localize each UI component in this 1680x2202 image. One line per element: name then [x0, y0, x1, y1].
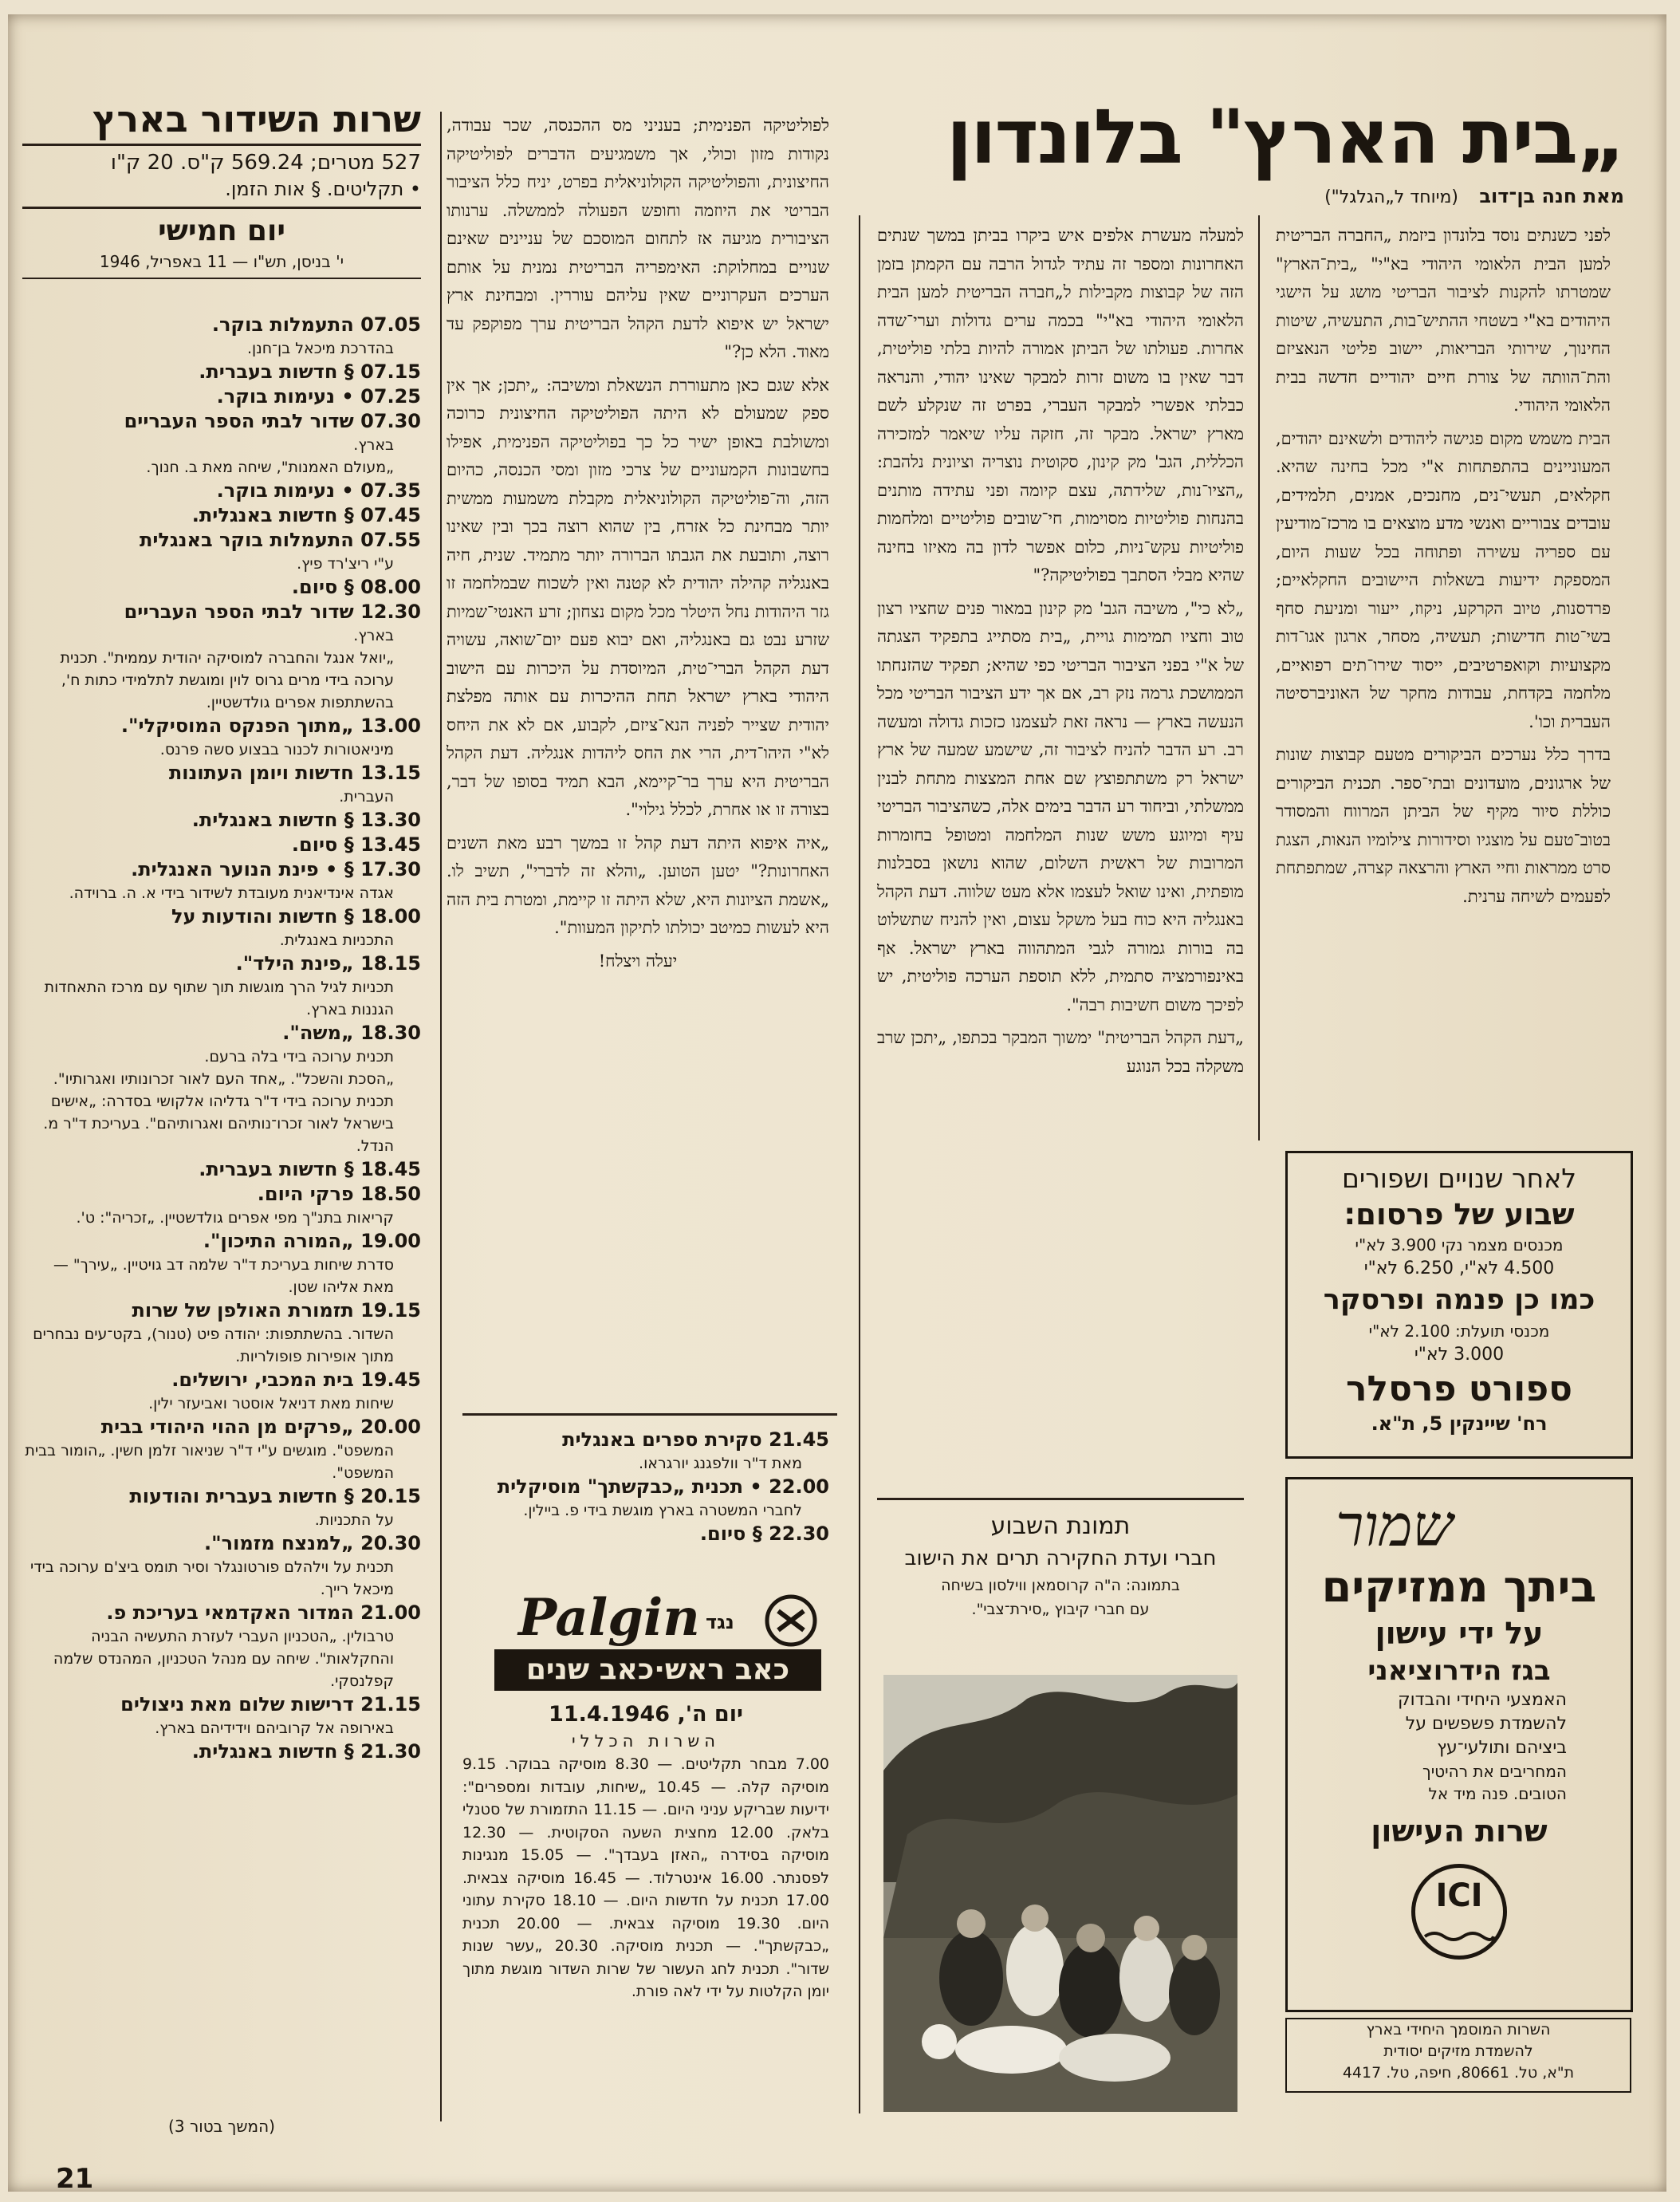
- ad-pest-control-footer: [1285, 2018, 1631, 2093]
- article-paragraph: „דעת הקהל הבריטית" ימשוך המבקר בכתפו, „יתכן שרב משקלה בכל הנוגע: [877, 1028, 1244, 1076]
- column-rule: [1258, 215, 1260, 1140]
- schedule-item: [22, 808, 421, 833]
- schedule-description: שיחות מאת דניאל אוסטר ואביעזר ילין.: [148, 1395, 394, 1412]
- schedule-item: [22, 1229, 421, 1298]
- schedule-item: [22, 1415, 421, 1484]
- ad-logo: שמור: [1336, 1492, 1454, 1559]
- page-number: 21: [56, 2163, 94, 2195]
- ad-headline: בגז הידרוציאני: [1367, 1655, 1551, 1687]
- schedule-time-title: 19.45 בית המכבי, ירושלים.: [171, 1369, 421, 1391]
- schedule-time-title: 19.00 „המורה התיכון".: [203, 1230, 421, 1252]
- schedule-description: טרבולין. „הטכניון העברי לעזרת התעשיה הבניה והחקלאות". שיחה עם מנהל הטכניון, המהנדס שלמה קפלנסקי.: [53, 1628, 394, 1690]
- schedule-description: על התכניות.: [314, 1511, 394, 1529]
- ici-mark: ICI: [1435, 1877, 1483, 1914]
- schedule-time-title: 18.50 פרקי היום.: [257, 1183, 421, 1205]
- radio-title: שרות השידור בארץ: [92, 97, 421, 140]
- schedule-item: [22, 1601, 421, 1692]
- schedule-item: [22, 1692, 421, 1739]
- group-photo: [883, 1675, 1237, 2112]
- ad-text: להשמדת פשפשים על: [1405, 1714, 1567, 1734]
- radio-frequency: 527 מטרים; 569.24 ק"ס. 20 ק"ו: [110, 151, 421, 175]
- schedule-item: [22, 833, 421, 857]
- schedule-description: תכנית על וילהלם פורטונגלר וסיר תומס ביצ'ם ערוכה בידי מיכאל רייך.: [30, 1558, 394, 1598]
- schedule-time-title: 13.00 „מתוך הפנקס המוסיקלי".: [120, 715, 421, 737]
- radio-header: [22, 96, 421, 279]
- schedule-time-title: 18.30 „משה".: [282, 1022, 421, 1044]
- schedule-item: [22, 456, 421, 479]
- schedule-item: [462, 1475, 829, 1522]
- palgin-tag: נגד: [706, 1611, 734, 1633]
- schedule-description: בארץ.: [353, 627, 394, 644]
- schedule-time-title: 20.00 „פרקים מן ההוי היהודי בבית: [100, 1416, 421, 1438]
- ad-footer-line: ת"א, טל. 80661, חיפה, טל. 4417: [1342, 2064, 1575, 2082]
- ad-text: 4.500 לא"י, 6.250 לא"י: [1363, 1259, 1555, 1278]
- ad-pest-control: [1285, 1477, 1633, 2012]
- ad-text: האמצעי היחידי והבדוק: [1398, 1690, 1567, 1710]
- schedule-item: [22, 409, 421, 456]
- author-name: מאת חנה בן־דוב: [1479, 185, 1624, 207]
- radio-day: יום חמישי: [158, 215, 285, 247]
- schedule-item: [22, 1157, 421, 1182]
- forces-sub: השרות הכללי: [571, 1731, 721, 1751]
- ad-headline: על ידי עישון: [1375, 1616, 1544, 1651]
- article-paragraph: „לא כי", משיבה הגב' מק קינון במאור פנים שחציו רצון טוב וחציו תמימות גויית, „בית מסתייג בתפקיד הצגתה של א"י בפני הציבור הבריטי כפי שהיא; תפקיד שהזנחתו הממושכת גרמה נזק רב, אם אך ידע הציבור הבריטי מכל הנעשה בארץ — נראה זאת לעצמנו כזכות גדולה ומעשה רב. רע הדבר להניח לציבור זה, שישמע שמעה של ארץ ישראל רק משתתפוצץ שם אחת המצצות מתחת לבנין ממשלתי, וביחוד רע הדבר בימים אלה, כשהציבור הבריטי עיף ומיוגע משש שנות המלחמה ומטופל בחומרות המרובות של ראשית השלום, שהוא נושאן בסבלנות מופתית, ואינו שואל לעצמו אלא מעט שלווה. דעת הקהל באנגליה היא כוח בעל משקל עצום, ואין להניח שתשלוט בה בורות גמורה לגבי המתהווה בארץ ישראל. אף באינפורמציה סתמית, ללא תוספת הערכה פוליטית, יש לפיכך משום חשיבות רבה".: [877, 598, 1244, 1014]
- ad-service-name: שרות העישון: [1371, 1814, 1548, 1849]
- schedule-description: באירופה אל קרוביהם וידידיהם בארץ.: [155, 1719, 394, 1737]
- schedule-time-title: 13.15 חדשות ויומן העתונות: [168, 762, 421, 784]
- section-rule: [462, 1413, 837, 1416]
- ad-headline: כמו כן פנמה ופרסקר: [1323, 1284, 1595, 1316]
- schedule-description: „מעולם האמנות", שיחה מאת ב. חנוך.: [146, 459, 394, 476]
- schedule-description: מיניאטורות לכנור בבצוע סשה פרנס.: [159, 741, 394, 758]
- photo-caption: בתמונה: ה"ה קרוסמאן ווילסון בשיחה: [941, 1577, 1180, 1594]
- schedule-item: [22, 857, 421, 904]
- article-column-1: [1276, 222, 1611, 1151]
- article-paragraph: „איה איפוא היתה דעת קהל זו במשך רבע מאת השנים האחרונות?" יטען הטוען. „והלא זה לדברי", תשיב לו. „אשמת הציונות היא, שלא היתה זו קיימת, ומטרת בית הזה היא לעשות כמיטב יכולתו לתיקון המעוות".: [447, 833, 829, 937]
- ad-store-name: ספורט פרסלר: [1345, 1369, 1573, 1409]
- schedule-description: סדרת שיחות בעריכת ד"ר שלמה דב גויטיין. „עירך" — מאת אליהו שטן.: [53, 1256, 394, 1296]
- schedule-description: ע"י ריצ'רד פיץ.: [297, 555, 394, 573]
- ad-text: מכנסי תועלת: 2.100 לא"י: [1368, 1322, 1550, 1341]
- ad-headline: ביתך ממזיקים: [1321, 1562, 1597, 1612]
- schedule-item: [22, 951, 421, 1021]
- ad-headline: שבוע של פרסום:: [1344, 1197, 1575, 1231]
- article-paragraph: הבית משמש מקום פגישה ליהודים ולשאינם יהודים, המעוניינים בהתפתחות א"י מכל בחינה שהיא. חקלאים, תעשי־נים, מחנכים, אמנים, תלמידים, עובדים צבוריים ואנשי מדע מוצאים בו מרכז־מודיעין עם ספריה עשירה ופתוחה בכל שעות היום, המספקת ידיעות בשאלות היישובים החקלאיים; פרדסנות, טיוב הקרקע, ניקוז, ייעור ומניעת סחף בשי־טות חדישות; תעשיה, מסחר, ארגון אגו־דות מקצועיות וקואפרטיבים, ייסוד שירו־תים רפואיים, מלחמה בקדחת, עבודות מחקר של האוניברסיטה העברית וכו'.: [1276, 428, 1611, 731]
- schedule-item: [22, 1531, 421, 1601]
- schedule-item: [22, 1021, 421, 1068]
- schedule-description: המשפט". מוגשים ע"י ד"ר שניאור זלמן חשין. „הומור בבית המשפט".: [25, 1442, 394, 1482]
- schedule-description: תכנית ערוכה בידי בלה ברעם.: [204, 1048, 394, 1066]
- article-title: „בית הארץ" בלונדון: [946, 94, 1624, 181]
- radio-date: י' בניסן, תש"ו — 11 באפריל, 1946: [99, 252, 344, 271]
- schedule-item: [22, 528, 421, 575]
- schedule-item: [22, 1368, 421, 1415]
- radio-schedule-list: [22, 313, 421, 2115]
- schedule-description: תכניות לגיל הרך מוגשות תוך שתוף עם מרכז התאחדות הגננות בארץ.: [44, 979, 394, 1018]
- ad-address: רח' שיינקין 5, ת"א.: [1371, 1412, 1548, 1435]
- schedule-time-title: 20.30 „למנצח מזמור".: [204, 1532, 421, 1554]
- article-column-2: [877, 222, 1244, 1498]
- ad-text: הטובים. פנה מיד אל: [1428, 1784, 1567, 1803]
- ad-footer-line: השרות המוסמך היחידי בארץ: [1366, 2021, 1551, 2039]
- schedule-item: [22, 1484, 421, 1531]
- schedule-time-title: 18.00 § חדשות והודעות על: [171, 905, 421, 928]
- schedule-item: [462, 1522, 829, 1546]
- schedule-item: [22, 1739, 421, 1764]
- wave-icon: [1423, 1928, 1495, 1944]
- schedule-time-title: 07.35 • נעימות בוקר.: [216, 479, 421, 502]
- article-column-3: [447, 112, 829, 1412]
- schedule-description: מאת ד"ר וולפגנג יורגראו.: [639, 1455, 802, 1472]
- schedule-item: [22, 647, 421, 714]
- section-rule: [877, 1498, 1244, 1500]
- schedule-time-title: 07.05 התעמלות בוקר.: [211, 313, 421, 336]
- ad-footer-line: להשמדת מזיקים יסודית: [1383, 2042, 1533, 2060]
- schedule-time-title: 18.45 § חדשות בעברית.: [199, 1158, 421, 1180]
- schedule-description: השדור. בהשתתפות: יהודה פיט (טנור), בקט־עים נבחרים מתוך אופירות פופולריות.: [33, 1326, 394, 1365]
- forces-head: יום ה', 11.4.1946: [549, 1702, 743, 1727]
- schedule-description: בארץ.: [353, 436, 394, 454]
- forces-body: 7.00 מבחר תקליטים. — 8.30 מוסיקה בבוקר. 9.15 מוסיקה קלה. — 10.45 „שיחות, עובדות ומספרים": ידיעות שבריקע עניני היום. — 11.15 התזמורת של סטנלי בלאק. 12.00 מחצית השעה הסקוטית. — 12.30 מוסיקה בסידרה „האזן בעבדך". — 15.05 מנגינות לפסנתר. 16.00 אינטרלוד. — 16.45 מוסיקה צבאית. 17.00 תכנית על חדשות היום. — 18.10 סקירת עתוני היום. 19.30 מוסיקה צבאית. — 20.00 תכנית „כבקשתך". — תכנית מוסיקה. 20.30 „עשר שנות שדור". תכנית לחג העשור של שרות השדור מוגשת מתוך יומן הקלטות על ידי לאה פורת.: [462, 1755, 829, 2000]
- schedule-time-title: 07.55 התעמלות בוקר באנגלית: [139, 529, 421, 551]
- ad-text: המחריבים את רהיטיך: [1422, 1762, 1567, 1781]
- schedule-time-title: 12.30 שדור לבתי הספר העבריים: [124, 601, 421, 623]
- schedule-description: קריאות בתנ"ך מפי אפרים גולדשטיין. „זכריה": ט'.: [76, 1209, 394, 1227]
- schedule-item: [462, 1428, 829, 1475]
- photo-subtitle: חברי ועדת החקירה תרים את הישוב: [904, 1546, 1217, 1570]
- schedule-time-title: 07.30 שדור לבתי הספר העבריים: [124, 410, 421, 432]
- ad-text: מכנסים מצמר נקי 3.900 לא"י: [1355, 1235, 1564, 1255]
- radio-legend: • תקליטים. § אות הזמן.: [225, 178, 421, 200]
- ad-text: ביציהם ותולעי־עץ: [1437, 1738, 1567, 1758]
- radio-continued: (המשך בטור 3): [168, 2117, 275, 2136]
- article-paragraph: לפוליטיקה הפנימית; בעניני מס ההכנסה, שכר עבודה, נקודות מזון וכולי, אך משמגיעים הדברים לפוליטיקה החיצונית, והפוליטיקה הקולוניאלית בפרט, יניח כלל הציבור הבריטי את היוזמה וחופש הפעולה לממשלה. ערנותו הציבורית מגיעה אז לתחום המוסכם של עניינים שאינם שנויים במחלוקת: האימפריה הבריטית נמנית על אותם הערכים העקרוניים שאין עליהם עוררין. ומבחינת ארץ ישראל יש איפוא לדעת הקהל הבריטית ערך מפוקפק עד מאוד. הלא כן?": [447, 116, 829, 361]
- schedule-item: [22, 1182, 421, 1229]
- ad-headline: לאחר שנויים ושפורים: [1341, 1163, 1577, 1194]
- schedule-description: „יואל אנגל והחברה למוסיקה יהודית עממית". תכנית ערוכה בידי מרים גרוס לוין ומוגשת לתלמידי כתות ח', בהשתתפות אפרים גולדשטיין.: [60, 649, 394, 711]
- palgin-ad: [494, 1587, 821, 1693]
- article-paragraph: למעלה מעשרת אלפים איש ביקרו בביתן במשך שנתים האחרונות ומספר זה עתיד לגדול הרבה עם הקמתן בזמן הזה של קבוצות מקבילות ל„חברה הבריטית למען הבית הלאומי היהודי בא"י" בכמה ערים גדולות וערי־שדה אחרות. פעולתו של הביתן אמורה להיות בלתי פוליטית, דבר שאין בו משום זרות למבקר שאינו יהודי, והנראה כבלתי אפשרי למבקר העברי, בפרט זה שנקלע לשם מארץ ישראל. מבקר זה, חזקה עליו שיאמר למזכירה הכללית, הגב' מק קינון, סקוטית נוצריה וציונית נלהבת: „הציו־נות, שלידתה, עצם קיומה ופני עתידה מותנים בהנחות פוליטיות מסוימות, חי־שובים פוליטיים ומלחמות פוליטיות עקש־ניות, כלום אפשר לדון בה מאיזו בחינה שהיא מבלי הסתבך בפוליטיקה?": [877, 226, 1244, 585]
- photo-header: [877, 1510, 1244, 1621]
- mid-schedule-list: [462, 1428, 829, 1579]
- schedule-time-title: 07.15 § חדשות בעברית.: [199, 360, 421, 383]
- schedule-time-title: 21.30 § חדשות באנגלית.: [191, 1740, 421, 1763]
- schedule-time-title: 17.30 § • פינת הנוער האנגלית.: [131, 858, 421, 880]
- schedule-time-title: 19.15 תזמורת האולפן של שרות: [132, 1299, 421, 1322]
- schedule-description: התכניות באנגלית.: [279, 932, 394, 949]
- article-paragraph: בדרך כלל נערכים הביקורים מטעם קבוצות שונות של ארגונים, מועדונים ובתי־ספר. תכנית הביקורים כוללת סיור מקיף של הביתן המרווח והמסודר בטוב־טעם על מוצגיו וסידורות צילומיו הנאות, הצגת סרט ממראות וחיי הארץ והרצאה קצרה, שמתפתחת לפעמים לשיחה ערנית.: [1276, 745, 1611, 906]
- article-signoff: יעלה ויצלח!: [598, 951, 678, 971]
- radio-title-rule: [22, 144, 421, 146]
- schedule-time-title: 07.25 • נעימות בוקר.: [216, 385, 421, 408]
- schedule-time-title: 13.45 § סיום.: [291, 833, 421, 856]
- photo-image: [883, 1675, 1237, 2112]
- schedule-item: [22, 479, 421, 503]
- schedule-item: [22, 761, 421, 808]
- schedule-time-title: 21.00 המדור האקדמאי בעריכת פ.: [106, 1601, 421, 1624]
- byline-note: (מיוחד ל„הגלגל"): [1324, 187, 1459, 207]
- schedule-item: [22, 714, 421, 761]
- schedule-item: [22, 313, 421, 360]
- schedule-item: [22, 1298, 421, 1368]
- ad-text: 3.000 לא"י: [1414, 1345, 1505, 1365]
- article-byline: [1002, 185, 1624, 207]
- column-rule: [440, 112, 442, 2121]
- radio-header-rule: [22, 207, 421, 209]
- schedule-description: לחברי המשטרה בארץ מוגשת בידי פ. ביילין.: [523, 1502, 802, 1519]
- schedule-description: „הסכת והשכל". „אחד העם לאור זכרונותיו ואגרותיו". תכנית ערוכה בידי ד"ר גדליהו אלקושי בסדרה: „אישים בישראל לאור זכרו־נותיהם ואגרותיהם". בעריכת ד"ר מ. הנדל.: [43, 1070, 394, 1155]
- radio-date-rule: [22, 278, 421, 279]
- article-paragraph: אלא שגם כאן מתעוררת הנשאלת ומשיבה: „יתכן; אך אין ספק שמעולם לא היתה הפוליטיקה החיצונית כרוכה ומשולבת באופן ישיר כל כך בפוליטיקה הפנימית, אפילו בחשבונות הקמעוניים של צרכי מזון ומסי הכנסה, כהיום הזה, וה־פוליטיקה הקולוניאלית מקבלת משמעות ממשית יותר מבחינת כל אזרח, בין שהוא רוצה בכך ובין שאינו רוצה, ותובעת את הגבתו הברורה יותר מתמיד. שנית, חיה באנגליה קהילה יהודית לא קטנה ואין לשכוח שבמלחמה זו גזר היהודות נחל היטלר מכל מקום נצחון; זרע האנטי־שמיות שזרע נבט גם באנגליה, ואם יבוא פעם יום־שואה, עשויה דעת הקהל הברי־טית, המיוסדת על היכרות עם הישוב היהודי בארץ ישראל תחת ההיכרות עם אותה מפלצת יהודית שצייר לפניה הנא־ציזם, לקבוע, אם לא את היחס לא"י היהו־דית, הרי את החס ליהדות אנגליה. דעת הקהל הבריטית היא ערך בר־קיימא, הבא תמיד בסופו של דבר, בצורה זו או אחרת, לכלל גילוי".: [447, 375, 829, 819]
- schedule-item: [22, 503, 421, 528]
- schedule-description: אגדה אינדיאנית מעובדת לשידור בידי א. ה. ברוידה.: [69, 884, 394, 902]
- schedule-item: [22, 575, 421, 600]
- schedule-item: [22, 904, 421, 951]
- schedule-time-title: 18.15 „פינת הילד".: [235, 952, 421, 975]
- schedule-time-title: 21.15 דרישות שלום מאת ניצולים: [120, 1693, 421, 1716]
- palgin-slogan: כאב ראש·כאב שנים: [525, 1653, 790, 1686]
- schedule-item: [22, 360, 421, 384]
- column-rule: [859, 215, 860, 2113]
- schedule-time-title: 22.30 § סיום.: [699, 1522, 829, 1545]
- schedule-item: [22, 1068, 421, 1157]
- schedule-description: העברית.: [339, 788, 394, 806]
- article-paragraph: לפני כשנתים נוסד בלונדון ביזמת „החברה הבריטית למען הבית הלאומי היהודי בא"י" „בית־הארץ" שמטרתו להקנות לציבור הבריטי מושג על הישגי היהודים בא"י בשטחי ההתיש־בות, התעשיה, שיטות החינוך, שירותי הבריאות, יישוב פליטי הנאציזם והת־הוותה של צורת חיים יהודיים חדשה בבית הלאומי היהודי.: [1276, 226, 1611, 415]
- photo-caption: עם חברי קיבוץ „סירת־צבי".: [971, 1601, 1150, 1618]
- schedule-time-title: 08.00 § סיום.: [291, 576, 421, 598]
- schedule-item: [22, 600, 421, 647]
- schedule-time-title: 07.45 § חדשות באנגלית.: [191, 504, 421, 526]
- photo-title: תמונת השבוע: [990, 1512, 1131, 1540]
- schedule-time-title: 21.45 סקירת ספרים באנגלית: [562, 1428, 829, 1451]
- schedule-time-title: 20.15 § חדשות בעברית והודעות: [129, 1485, 421, 1507]
- schedule-item: [22, 384, 421, 409]
- ici-logo-icon: [1411, 1864, 1507, 1960]
- palgin-brand: Palgin: [518, 1588, 700, 1648]
- forces-broadcast: [462, 1700, 829, 2115]
- schedule-time-title: 22.00 • תכנית „כבקשתך" מוסיקלית: [497, 1475, 829, 1498]
- schedule-description: בהדרכת מיכאל בן־חנן.: [246, 340, 394, 357]
- schedule-time-title: 13.30 § חדשות באנגלית.: [191, 809, 421, 831]
- ad-sport-pressler: [1285, 1151, 1633, 1459]
